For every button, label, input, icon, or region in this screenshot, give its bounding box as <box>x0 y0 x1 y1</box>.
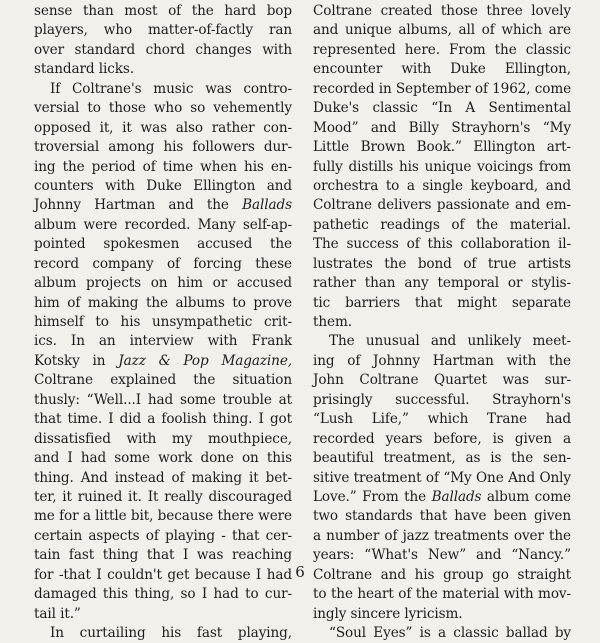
right-text-column <box>313 2 571 643</box>
text-line: Kotsky in Jazz & Pop Magazine, <box>34 352 292 369</box>
text-line: sense than most of the hard bop <box>34 3 292 19</box>
text-line: Love.” From the Ballads album come <box>313 488 571 505</box>
text-line: The unusual and unlikely meet- <box>329 333 571 350</box>
text-line: over standard chord changes with <box>34 41 292 58</box>
text-line: beautiful treatment, as is the sen- <box>313 450 571 467</box>
text-line: to the heart of the material with mov- <box>313 586 571 603</box>
text-line: versial to those who so vehemently <box>34 100 292 117</box>
left-text-column <box>34 2 292 643</box>
text-line: himself to his unsympathetic crit- <box>34 314 292 330</box>
text-line: record company of forcing these <box>34 255 292 272</box>
text-line: ingly sincere lyricism. <box>313 605 463 622</box>
text-line: sitive treatment of “My One And Only <box>313 469 571 486</box>
text-line: tain fast thing that I was reaching <box>34 547 292 564</box>
text-line: ter, it ruined it. It really discouraged <box>34 488 292 505</box>
text-line: a number of jazz treatments over the <box>313 527 571 544</box>
text-line: me for a little bit, because there were <box>34 508 292 525</box>
text-line: encounter with Duke Ellington, <box>313 61 571 78</box>
text-line: dissatisfied with my mouthpiece, <box>34 430 292 447</box>
text-line: Coltrane and his group go straight <box>313 566 571 583</box>
text-line: “Soul Eyes” is a classic ballad by <box>329 625 571 641</box>
text-line: album were recorded. Many self-ap- <box>34 216 292 233</box>
text-line: that time. I did a foolish thing. I got <box>34 411 292 428</box>
text-line: John Coltrane Quartet was sur- <box>313 372 571 389</box>
text-line: opposed it, it was also rather con- <box>34 119 292 136</box>
text-line: tic barriers that might separate <box>313 294 571 311</box>
text-line: ing the period of time when his en- <box>34 158 292 175</box>
text-line: Coltrane delivers passionate and em- <box>313 197 571 214</box>
text-line: standard licks. <box>34 61 134 78</box>
text-line: ics. In an interview with Frank <box>34 333 292 350</box>
text-line: thing. And instead of making it bet- <box>34 469 292 486</box>
text-line: The success of this collaboration il- <box>313 236 571 253</box>
text-line: players, who matter-of-factly ran <box>34 22 292 39</box>
text-line: In curtailing his fast playing, <box>50 625 292 641</box>
text-line: orchestra to a single keyboard, and <box>313 177 571 194</box>
text-line: rather than any temporal or stylis- <box>313 275 571 292</box>
text-line: ing of Johnny Hartman with the <box>313 352 571 369</box>
text-line: and unique albums, all of which are <box>313 22 571 39</box>
text-line: Little Brown Book.” Ellington art- <box>313 139 571 156</box>
text-line: lustrates the bond of true artists <box>313 255 571 272</box>
text-line: pointed spokesmen accused the <box>34 236 292 253</box>
text-line: “Lush Life,” which Trane had <box>313 411 571 428</box>
text-line: prisingly successful. Strayhorn's <box>313 391 571 408</box>
text-line: Coltrane explained the situation <box>34 372 292 389</box>
text-line: represented here. From the classic <box>313 41 571 58</box>
text-line: troversial among his followers dur- <box>34 139 292 156</box>
text-line: years: “What's New” and “Nancy.” <box>313 547 571 564</box>
text-line: recorded years before, is given a <box>313 430 571 447</box>
text-line: and I had some work done on this <box>34 450 292 467</box>
text-line: pathetic readings of the material. <box>313 216 571 233</box>
text-line: Duke's classic “In A Sentimental <box>313 100 571 117</box>
text-line: fully distills his unique voicings from <box>313 158 571 175</box>
text-line: Johnny Hartman and the Ballads <box>34 197 292 214</box>
text-line: for -that I couldn't get because I had <box>34 566 292 583</box>
text-line: them. <box>313 314 352 330</box>
text-line: album projects on him or accused <box>34 275 292 292</box>
text-line: certain aspects of playing - that cer- <box>34 527 292 544</box>
text-line: him of making the albums to prove <box>34 294 292 311</box>
text-line: tail it.” <box>34 605 81 622</box>
text-line: Coltrane created those three lovely <box>313 3 571 19</box>
text-line: Mood” and Billy Strayhorn's “My <box>313 119 571 136</box>
text-line: If Coltrane's music was contro- <box>50 80 292 97</box>
text-line: recorded in September of 1962, come <box>313 80 572 97</box>
text-line: damaged this thing, so I had to cur- <box>34 586 292 603</box>
text-line: thusly: “Well...I had some trouble at <box>34 391 292 408</box>
text-line: counters with Duke Ellington and <box>34 177 292 194</box>
page-number: 6 <box>295 563 305 581</box>
text-line: two standards that have been given <box>313 508 571 525</box>
